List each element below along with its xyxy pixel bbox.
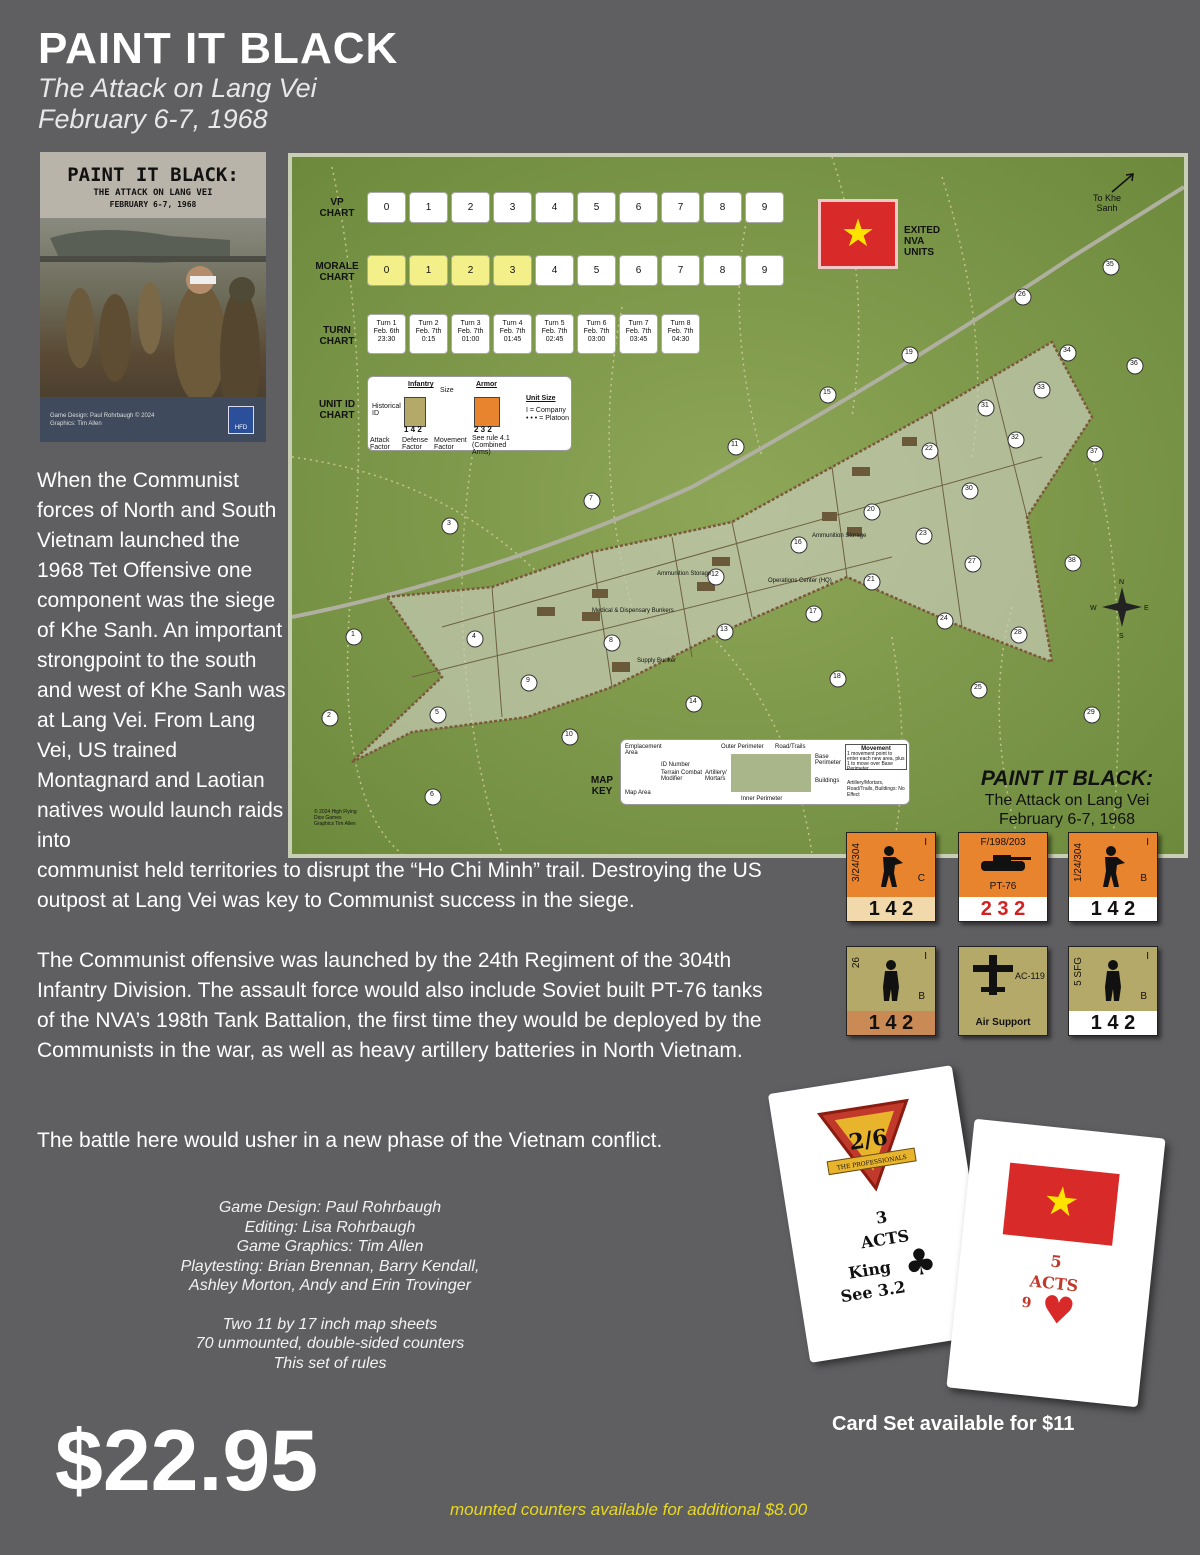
key-outer-perimeter: Outer Perimeter	[721, 744, 764, 750]
unitid-see-rule: See rule 4.1 (Combined Arms)	[472, 435, 510, 456]
unitid-infantry: Infantry	[408, 381, 434, 388]
cover-title: PAINT IT BLACK:	[67, 164, 239, 186]
key-emplacement: Emplacement Area	[625, 744, 662, 756]
subtitle-line: The Attack on Lang Vei	[38, 73, 317, 103]
vp-cell: 5	[577, 192, 616, 223]
svg-text:17: 17	[809, 608, 817, 615]
vp-cell: 7	[661, 192, 700, 223]
counter-values: 1 4 2	[847, 897, 935, 921]
vietnam-flag-icon	[1003, 1163, 1120, 1246]
unitid-infantry-counter	[404, 397, 426, 427]
emplacement-marker	[806, 606, 822, 622]
svg-text:1: 1	[351, 631, 355, 638]
offensive-paragraph: The Communist offensive was launched by the 24th Regiment of the 304th Infantry Division. The assault force would also include Soviet built PT-76 tanks of the NVA’s 198th Tank Battalion, the first time they would be deployed by the Communists in the war, as well as heavy artillery batteries in North Vietnam.	[37, 949, 763, 1062]
svg-text:23: 23	[919, 530, 927, 537]
key-roads: Road/Trails	[775, 744, 806, 750]
counter-id: 3/24/304	[851, 843, 862, 882]
emplacement-marker	[937, 613, 953, 629]
morale-chart	[367, 255, 784, 286]
mounted-counters-note: mounted counters available for additional $8.00	[450, 1500, 808, 1519]
counter-3-24-304	[846, 832, 936, 922]
map-area-marker	[971, 682, 987, 698]
map-area-marker	[1127, 358, 1143, 374]
label-ammo-storage: Ammunition Storage	[657, 571, 712, 577]
map-title: PAINT IT BLACK:	[980, 767, 1154, 790]
svg-text:9: 9	[526, 677, 530, 684]
vp-cell: 4	[535, 192, 574, 223]
emplacement-marker	[467, 631, 483, 647]
vp-cell: 6	[619, 192, 658, 223]
counter-name: Air Support	[975, 1017, 1031, 1028]
unitid-armor: Armor	[476, 381, 498, 388]
svg-text:8: 8	[609, 637, 613, 644]
svg-text:15: 15	[823, 389, 831, 396]
page-subtitle	[38, 73, 317, 135]
map-copyright: © 2024 High Flying Dice Games Graphics Tim Allen	[314, 809, 357, 827]
svg-text:3: 3	[447, 520, 451, 527]
unitid-size: Size	[440, 387, 454, 394]
key-terrain: Terrain Combat Modifier	[661, 770, 703, 782]
emplacement-marker	[962, 483, 978, 499]
vp-chart-label: VP CHART	[319, 197, 355, 219]
vp-cell: 0	[367, 192, 406, 223]
turn-cell: Turn 4 Feb. 7th 01:45	[493, 314, 532, 354]
counter-type: C	[917, 873, 925, 884]
svg-text:28: 28	[1014, 629, 1022, 636]
key-inner-perimeter: Inner Perimeter	[741, 796, 783, 802]
credit-editing: Editing: Lisa Rohrbaugh	[244, 1218, 416, 1236]
key-artillery: Artillery/ Mortars	[705, 770, 727, 782]
star-icon: ★	[1041, 1177, 1082, 1227]
star-icon: ★	[840, 213, 876, 255]
tank-icon	[977, 851, 1031, 875]
turn-chart	[367, 314, 700, 354]
compass-n: N	[1119, 579, 1125, 586]
svg-text:36: 36	[1130, 360, 1138, 367]
vp-cell: 9	[745, 192, 784, 223]
counter-air-support	[958, 946, 1048, 1036]
infantry-icon	[1099, 845, 1127, 887]
marine-battalion-insignia-icon	[812, 1090, 926, 1200]
publisher-logo: HFD	[228, 406, 254, 434]
map-key	[620, 739, 910, 805]
card-see-rule: See 3.2	[839, 1277, 907, 1307]
counter-26	[846, 946, 936, 1036]
vp-cell: 8	[703, 192, 742, 223]
infantry-icon	[877, 959, 905, 1001]
conclusion-paragraph: The battle here would usher in a new phase of the Vietnam conflict.	[37, 1129, 663, 1152]
credit-design: Game Design: Paul Rohrbaugh	[218, 1199, 442, 1216]
vp-cell: 1	[409, 192, 448, 223]
emplacement-marker	[1011, 627, 1027, 643]
turn-cell: Turn 2 Feb. 7th 0:15	[409, 314, 448, 354]
morale-cell: 5	[577, 255, 616, 286]
map-area-marker	[322, 710, 338, 726]
compass-e: E	[1144, 605, 1149, 612]
emplacement-marker	[965, 556, 981, 572]
map-area-marker	[686, 696, 702, 712]
emplacement-marker	[1008, 432, 1024, 448]
map-subtitle: The Attack on Lang Vei	[984, 792, 1150, 809]
morale-cell: 4	[535, 255, 574, 286]
vp-chart	[367, 192, 784, 223]
emplacement-marker	[521, 675, 537, 691]
map-area-marker	[442, 518, 458, 534]
counter-values: 1 4 2	[1069, 897, 1157, 921]
counter-values: 2 3 2	[980, 897, 1026, 920]
cover-credit-design: Game Design: Paul Rohrbaugh © 2024	[50, 413, 155, 419]
key-movement-box	[845, 744, 907, 770]
map-area-marker	[1065, 555, 1081, 571]
svg-text:4: 4	[472, 633, 476, 640]
credit-graphics: Game Graphics: Tim Allen	[236, 1238, 424, 1255]
svg-text:14: 14	[689, 698, 697, 705]
turn-cell: Turn 5 Feb. 7th 02:45	[535, 314, 574, 354]
credit-playtest-cont: Ashley Morton, Andy and Erin Trovinger	[189, 1277, 471, 1294]
svg-text:32: 32	[1011, 434, 1019, 441]
card-badge: 2/6	[847, 1124, 890, 1156]
svg-text:35: 35	[1106, 261, 1114, 268]
morale-cell: 1	[409, 255, 448, 286]
svg-text:19: 19	[905, 349, 913, 356]
cover-subtitle: THE ATTACK ON LANG VEI	[93, 188, 213, 198]
card-acts: ACTS	[859, 1226, 911, 1253]
morale-cell: 3	[493, 255, 532, 286]
counter-1-24-304	[1068, 832, 1158, 922]
page-title: PAINT IT BLACK	[38, 24, 399, 73]
map-area-marker	[902, 347, 918, 363]
svg-text:27: 27	[968, 558, 976, 565]
map-area-marker	[830, 671, 846, 687]
vp-cell: 3	[493, 192, 532, 223]
unit-id-chart-label: UNIT ID CHART	[318, 399, 356, 421]
svg-text:38: 38	[1068, 557, 1076, 564]
map-key-label: MAP KEY	[590, 775, 614, 797]
emplacement-marker	[864, 504, 880, 520]
map-area-marker	[1084, 707, 1100, 723]
unitid-historical-id: Historical ID	[372, 403, 401, 417]
to-khe-sanh-label: To Khe Sanh	[1092, 193, 1122, 213]
counter-id: AC-119	[1015, 971, 1045, 981]
svg-text:33: 33	[1037, 384, 1045, 391]
svg-text:34: 34	[1063, 347, 1071, 354]
key-movement-text: 1 movement point to enter each new area, plus 1 to move over Base Perimeter	[847, 751, 905, 772]
unitid-infantry-values: 1 4 2	[404, 425, 422, 434]
label-ammo-storage-2: Ammunition Storage	[812, 533, 867, 539]
key-map-area: Map Area	[625, 790, 651, 796]
turn-cell: Turn 7 Feb. 7th 03:45	[619, 314, 658, 354]
svg-text:37: 37	[1090, 448, 1098, 455]
counter-type: B	[1140, 991, 1147, 1002]
card-nine: 9	[1020, 1294, 1033, 1312]
map-area-marker	[1087, 446, 1103, 462]
vp-cell: 2	[451, 192, 490, 223]
infantry-icon	[1099, 959, 1127, 1001]
svg-text:6: 6	[430, 791, 434, 798]
morale-cell: 0	[367, 255, 406, 286]
svg-text:26: 26	[1018, 291, 1026, 298]
svg-text:2: 2	[327, 712, 331, 719]
card-number: 5	[1049, 1251, 1063, 1272]
compass-s: S	[1119, 633, 1124, 640]
map-area-marker	[562, 729, 578, 745]
intro-paragraph-continued: communist held territories to disrupt the “Ho Chi Minh” trail. Destroying the US outpost at Lang Vei was key to Communist success in the siege.	[37, 859, 762, 912]
counter-f-198-203	[958, 832, 1048, 922]
svg-text:12: 12	[711, 571, 719, 578]
counter-size: I	[1146, 951, 1149, 962]
unitid-armor-counter	[474, 397, 500, 427]
turn-cell: Turn 1 Feb. 6th 23:30	[367, 314, 406, 354]
counter-values: 1 4 2	[847, 1011, 935, 1035]
morale-cell: 2	[451, 255, 490, 286]
unitid-unit-size: Unit Size	[526, 395, 556, 402]
heart-icon: ♥	[1038, 1286, 1078, 1335]
map-area-marker	[1015, 289, 1031, 305]
svg-text:7: 7	[589, 495, 593, 502]
map-date: February 6-7, 1968	[998, 811, 1136, 828]
emplacement-marker	[922, 443, 938, 459]
exited-nva-label: EXITED NVA UNITS	[904, 225, 941, 258]
svg-text:29: 29	[1087, 709, 1095, 716]
price: $22.95	[55, 1413, 319, 1509]
cover-credits	[50, 412, 154, 428]
map-area-marker	[820, 387, 836, 403]
svg-text:10: 10	[565, 731, 573, 738]
svg-text:5: 5	[435, 709, 439, 716]
svg-text:11: 11	[731, 441, 739, 448]
svg-text:21: 21	[867, 576, 875, 583]
counter-type: B	[1140, 873, 1147, 884]
label-medical-bunkers: Medical & Dispensary Bunkers	[592, 608, 674, 614]
counter-id: 1/24/304	[1073, 843, 1084, 882]
counter-5-sfg	[1068, 946, 1158, 1036]
svg-text:18: 18	[833, 673, 841, 680]
acts-card-nva	[946, 1119, 1165, 1408]
emplacement-marker	[430, 707, 446, 723]
exited-nva-box	[818, 199, 898, 269]
svg-text:22: 22	[925, 445, 933, 452]
label-ops-center: Operations Center (HQ)	[768, 578, 832, 584]
card-set-note: Card Set available for $11	[832, 1413, 1075, 1435]
counter-size: I	[924, 951, 927, 962]
game-credits	[130, 1198, 530, 1373]
key-base-perimeter: Base Perimeter	[815, 754, 842, 766]
emplacement-marker	[978, 400, 994, 416]
morale-chart-label: MORALE CHART	[315, 261, 359, 283]
card-acts: ACTS	[1028, 1271, 1080, 1296]
emplacement-marker	[604, 635, 620, 651]
counter-id: 5 SFG	[1073, 957, 1084, 986]
key-diagram	[731, 754, 811, 792]
aircraft-icon	[971, 953, 1015, 999]
turn-chart-label: TURN CHART	[319, 325, 355, 347]
counter-size: I	[1146, 837, 1149, 848]
unitid-movement: Movement Factor	[434, 437, 467, 451]
morale-cell: 7	[661, 255, 700, 286]
unitid-attack: Attack Factor	[370, 437, 390, 451]
map-area-marker	[728, 439, 744, 455]
counter-name: PT-76	[989, 881, 1017, 892]
svg-text:31: 31	[981, 402, 989, 409]
cover-date: FEBRUARY 6-7, 1968	[109, 200, 197, 209]
svg-text:30: 30	[965, 485, 973, 492]
svg-text:25: 25	[974, 684, 982, 691]
key-buildings: Buildings	[815, 778, 840, 784]
svg-text:16: 16	[794, 539, 802, 546]
turn-cell: Turn 3 Feb. 7th 01:00	[451, 314, 490, 354]
key-no-effect: Artillery/Mortars, Road/Trails, Buildings: No Effect	[847, 780, 905, 798]
unitid-platoon: • • • = Platoon	[526, 415, 569, 422]
box-cover-image	[40, 152, 266, 442]
map-area-marker	[1103, 259, 1119, 275]
map-title-block	[962, 767, 1172, 829]
morale-cell: 9	[745, 255, 784, 286]
counter-values: 1 4 2	[1069, 1011, 1157, 1035]
emplacement-marker	[717, 624, 733, 640]
emplacement-marker	[916, 528, 932, 544]
map-area-marker	[584, 493, 600, 509]
counter-id: F/198/203	[980, 837, 1026, 848]
counter-type: B	[918, 991, 925, 1002]
infantry-icon	[877, 845, 905, 887]
svg-text:24: 24	[940, 615, 948, 622]
turn-cell: Turn 6 Feb. 7th 03:00	[577, 314, 616, 354]
card-number: 3	[874, 1207, 889, 1228]
compass-w: W	[1090, 605, 1097, 612]
turn-cell: Turn 8 Feb. 7th 04:30	[661, 314, 700, 354]
credit-playtest: Playtesting: Brian Brennan, Barry Kendall,	[180, 1257, 480, 1275]
emplacement-marker	[791, 537, 807, 553]
emplacement-marker	[864, 574, 880, 590]
map-area-marker	[346, 629, 362, 645]
morale-cell: 8	[703, 255, 742, 286]
unitid-company: I = Company	[526, 407, 566, 414]
counter-size: I	[924, 837, 927, 848]
component-counters: 70 unmounted, double-sided counters	[195, 1335, 465, 1352]
svg-text:13: 13	[720, 626, 728, 633]
key-id-number: ID Number	[661, 762, 691, 768]
cover-credit-graphics: Graphics: Tim Allen	[50, 421, 102, 427]
unitid-armor-values: 2 3 2	[474, 425, 492, 434]
counter-values	[959, 897, 1047, 921]
key-movement: Movement	[861, 746, 891, 752]
morale-cell: 6	[619, 255, 658, 286]
svg-text:20: 20	[867, 506, 875, 513]
subtitle-date: February 6-7, 1968	[38, 104, 268, 134]
counter-id: 26	[851, 957, 862, 969]
map-area-marker	[425, 789, 441, 805]
unit-id-chart	[367, 376, 572, 456]
card-motto: THE PROFESSIONALS	[836, 1153, 908, 1172]
component-rules: This set of rules	[273, 1354, 387, 1372]
label-supply-bunker: Supply Bunker	[637, 658, 677, 664]
unitid-defense: Defense Factor	[402, 437, 429, 451]
card-king: King	[846, 1257, 893, 1283]
emplacement-marker	[1060, 345, 1076, 361]
club-icon: ♣	[901, 1240, 940, 1286]
game-map	[288, 153, 1188, 858]
intro-paragraph: When the Communist forces of North and South Vietnam launched the 1968 Tet Offensive one component was the siege of Khe Sanh. An important strongpoint to the south and west of Khe Sanh was at Lang Vei. From Lang Vei, US trained Montagnard and Laotian natives would launch raids into	[37, 469, 286, 852]
emplacement-marker	[1034, 382, 1050, 398]
component-maps: Two 11 by 17 inch map sheets	[222, 1315, 438, 1333]
